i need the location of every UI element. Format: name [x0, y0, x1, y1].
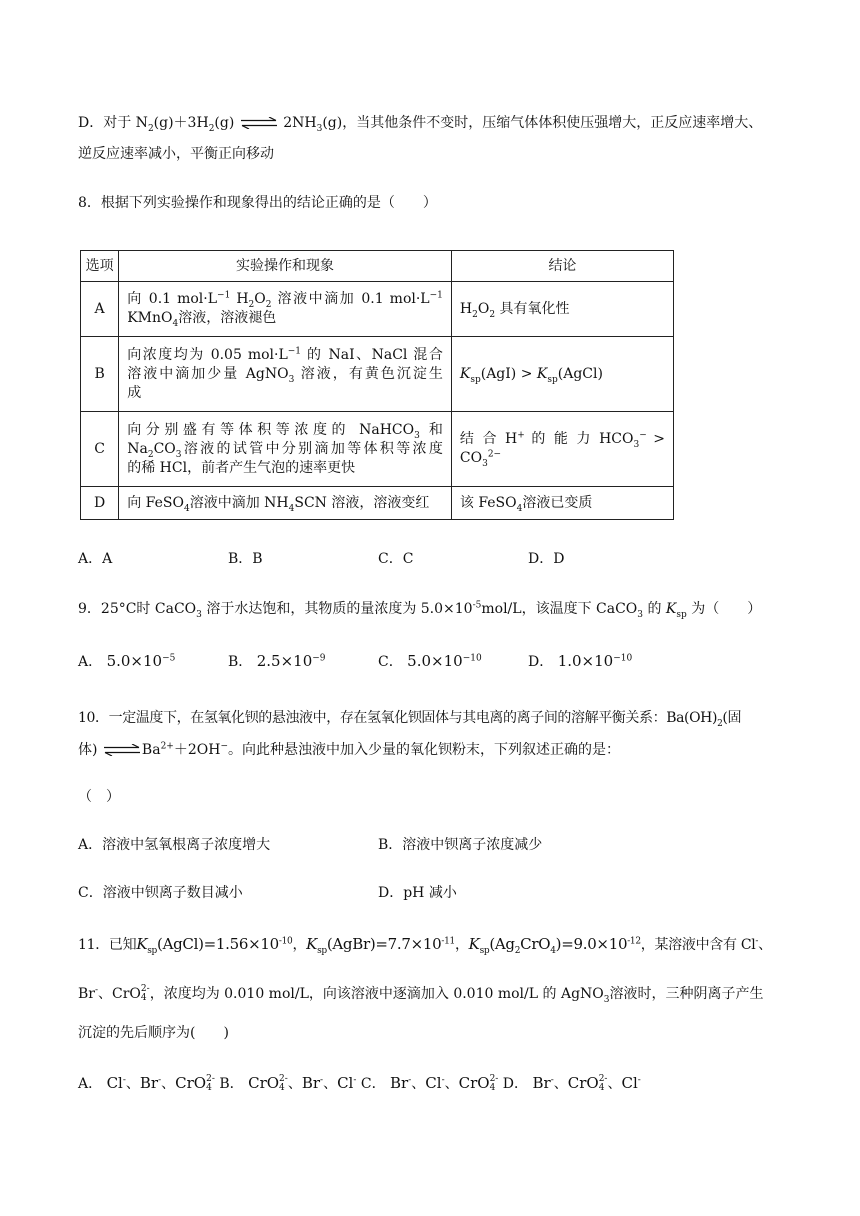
- experiment-table: [80, 250, 674, 520]
- row-option: D: [81, 487, 119, 520]
- row-conclusion: 该 FeSO$_4$溶液已变质: [451, 487, 673, 520]
- table-row: [81, 337, 674, 412]
- header-option: 选项: [81, 251, 119, 282]
- row-option: C: [81, 412, 119, 487]
- row-operation: 向浓度均为 0.05 $mol\cdot L^{-1}$ 的 NaI、NaCl 混合 溶液中滴加少量 AgNO$_3$ 溶液，有黄色沉淀生 成: [119, 337, 452, 412]
- table-header-row: [81, 251, 674, 282]
- q9-option-a[interactable]: A． $5.0\times 10^{-5}$: [78, 652, 176, 670]
- q11-stem-end: 沉淀的先后顺序为( ): [78, 1025, 229, 1041]
- equilibrium-arrow-icon: [102, 744, 142, 756]
- q9-option-d[interactable]: D． $1.0\times 10^{-10}$: [528, 652, 633, 670]
- q11-option-b[interactable]: B． CrO 2- 4 、Br-、Cl-: [219, 1074, 357, 1093]
- table-row: [81, 282, 674, 337]
- table-row: [81, 412, 674, 487]
- q9-option-b[interactable]: B． $2.5\times 10^{-9}$: [228, 652, 326, 670]
- row-operation: 向分别盛有等体积等浓度的 NaHCO$_3$ 和 $Na_2CO_3$溶液的试管中分别滴加等体积等浓度 的稀 HCl，前者产生气泡的速率更快: [119, 412, 452, 487]
- q9-option-c[interactable]: C． $5.0\times 10^{-10}$: [378, 652, 482, 670]
- q8-stem: 8．根据下列实验操作和现象得出的结论正确的是（ ）: [78, 195, 437, 211]
- q10-option-b[interactable]: B．溶液中钡离子浓度减少: [378, 837, 543, 853]
- q10-paren: （ ）: [78, 789, 120, 805]
- q10-stem-cont: 体) $Ba^{2+}+2OH^-$。向此种悬浊液中加入少量的氧化钡粉末，下列叙述正确的是：: [78, 741, 620, 758]
- q10-stem: 10．一定温度下，在氢氧化钡的悬浊液中，存在氢氧化钡固体与其电离的离子间的溶解平衡关系：$Ba(OH)_2$(固: [78, 710, 742, 729]
- q10-option-c[interactable]: C．溶液中钡离子数目减小: [78, 885, 243, 901]
- row-operation: 向 FeSO$_4$溶液中滴加 $NH_4SCN$ 溶液，溶液变红: [119, 487, 452, 520]
- q8-option-c[interactable]: C．C: [378, 551, 414, 567]
- equilibrium-arrow-icon: [239, 117, 279, 129]
- row-operation: 向 0.1 $mol\cdot L^{-1}$ $H_2O_2$ 溶液中滴加 0.1 $mol\cdot L^{-1}$ KMnO$_4$溶液，溶液褪色: [119, 282, 452, 337]
- table-row: [81, 487, 674, 520]
- q11-stem-cont: Br-、CrO 2- 4 ，浓度均为 0.010 mol/L，向该溶液中逐滴加入 0.010 mol/L 的 AgNO$_3$溶液时，三种阴离子产生: [78, 984, 764, 1005]
- q10-option-d[interactable]: D．pH 减小: [378, 885, 457, 901]
- row-conclusion: 结 合 H+ 的 能 力 $HCO_3^-$ > $CO_3^{2-}$: [451, 412, 673, 487]
- q7-option-d: D．对于 $N_2(g)+3H_2(g)$ $2NH_3(g)$，当其他条件不变时，压缩气体体积使压强增大，正反应速率增大、: [78, 115, 763, 134]
- q8-option-b[interactable]: B．B: [228, 551, 263, 567]
- q11-stem: 11．已知$K_{sp}(AgCl)=1.56\times 10^{-10}$，$K_{sp}(AgBr)=7.7\times 10^{-11}$，$K_{sp}(Ag_2CrO_4)=9.0\times 10^{-12}$，某溶液中含有 Cl-、: [78, 935, 772, 956]
- row-conclusion: $H_2O_2$ 具有氧化性: [451, 282, 673, 337]
- header-operation: 实验操作和现象: [119, 251, 452, 282]
- row-option: B: [81, 337, 119, 412]
- q11-option-a[interactable]: A． Cl-、Br-、CrO 2- 4: [78, 1074, 215, 1093]
- q8-option-d[interactable]: D．D: [528, 551, 565, 567]
- q11-option-c[interactable]: C． Br-、Cl-、CrO 2- 4: [360, 1074, 499, 1093]
- q10-option-a[interactable]: A．溶液中氢氧根离子浓度增大: [78, 837, 271, 853]
- row-option: A: [81, 282, 119, 337]
- q11-options: [78, 1073, 641, 1094]
- q7-option-d-cont: 逆反应速率减小，平衡正向移动: [78, 146, 274, 162]
- q9-stem: 9．25°C时 CaCO$_3$ 溶于水达饱和，其物质的量浓度为 $5.0\times 10^{-5}mol/L$，该温度下 CaCO$_3$ 的 $K_{sp}$ 为（ ）: [78, 600, 762, 620]
- row-conclusion: $K_{sp}(AgI)$ > $K_{sp}(AgCl)$: [451, 337, 673, 412]
- q11-option-d[interactable]: D． Br-、CrO 2- 4 、Cl-: [502, 1074, 641, 1093]
- q8-option-a[interactable]: A．A: [78, 551, 113, 567]
- header-conclusion: 结论: [451, 251, 673, 282]
